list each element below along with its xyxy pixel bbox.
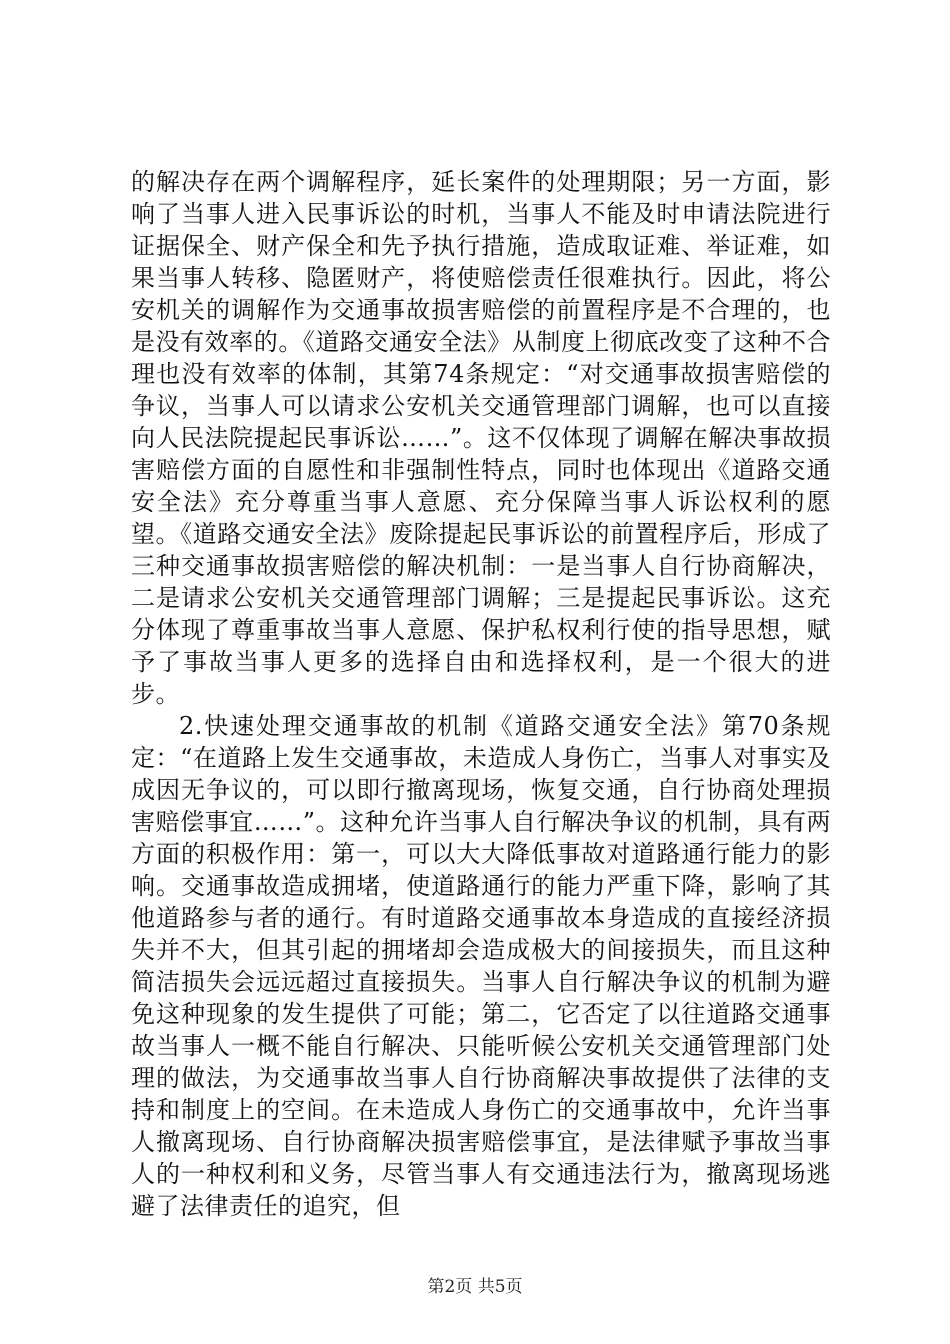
- paragraph-continuation: 的解决存在两个调解程序，延长案件的处理期限；另一方面，影响了当事人进入民事诉讼的时机，当事人不能及时申请法院进行证据保全、财产保全和先予执行措施，造成取证难、举证难，如果当事人转移、隐匿财产，将使赔偿责任很难执行。因此，将公安机关的调解作为交通事故损害赔偿的前置程序是不合理的，也是没有效率的。《道路交通安全法》从制度上彻底改变了这种不合理也没有效率的体制，其第74条规定：“对交通事故损害赔偿的争议，当事人可以请求公安机关交通管理部门调解，也可以直接向人民法院提起民事诉讼……”。这不仅体现了调解在解决事故损害赔偿方面的自愿性和非强制性特点，同时也体现出《道路交通安全法》充分尊重当事人意愿、充分保障当事人诉讼权利的愿望。《道路交通安全法》废除提起民事诉讼的前置程序后，形成了三种交通事故损害赔偿的解决机制：一是当事人自行协商解决，二是请求公安机关交通管理部门调解；三是提起民事诉讼。这充分体现了尊重事故当事人意愿、保护私权利行使的指导思想，赋予了事故当事人更多的选择自由和选择权利，是一个很大的进步。: [131, 168, 831, 708]
- paragraph-section-2: 2.快速处理交通事故的机制《道路交通安全法》第70条规定：“在道路上发生交通事故，未造成人身伤亡，当事人对事实及成因无争议的，可以即行撤离现场，恢复交通，自行协商处理损害赔偿事宜……”。这种允许当事人自行解决争议的机制，具有两方面的积极作用：第一，可以大大降低事故对道路通行能力的影响。交通事故造成拥堵，使道路通行的能力严重下降，影响了其他道路参与者的通行。有时道路交通事故本身造成的直接经济损失并不大，但其引起的拥堵却会造成极大的间接损失，而且这种简洁损失会远远超过直接损失。当事人自行解决争议的机制为避免这种现象的发生提供了可能；第二，它否定了以往道路交通事故当事人一概不能自行解决、只能听候公安机关交通管理部门处理的做法，为交通事故当事人自行协商解决事故提供了法律的支持和制度上的空间。在未造成人身伤亡的交通事故中，允许当事人撤离现场、自行协商解决损害赔偿事宜，是法律赋予事故当事人的一种权利和义务，尽管当事人有交通违法行为，撤离现场逃避了法律责任的追究，但: [131, 712, 831, 1220]
- body-text: [131, 166, 831, 1222]
- page-footer: 第2页 共5页: [427, 1277, 523, 1297]
